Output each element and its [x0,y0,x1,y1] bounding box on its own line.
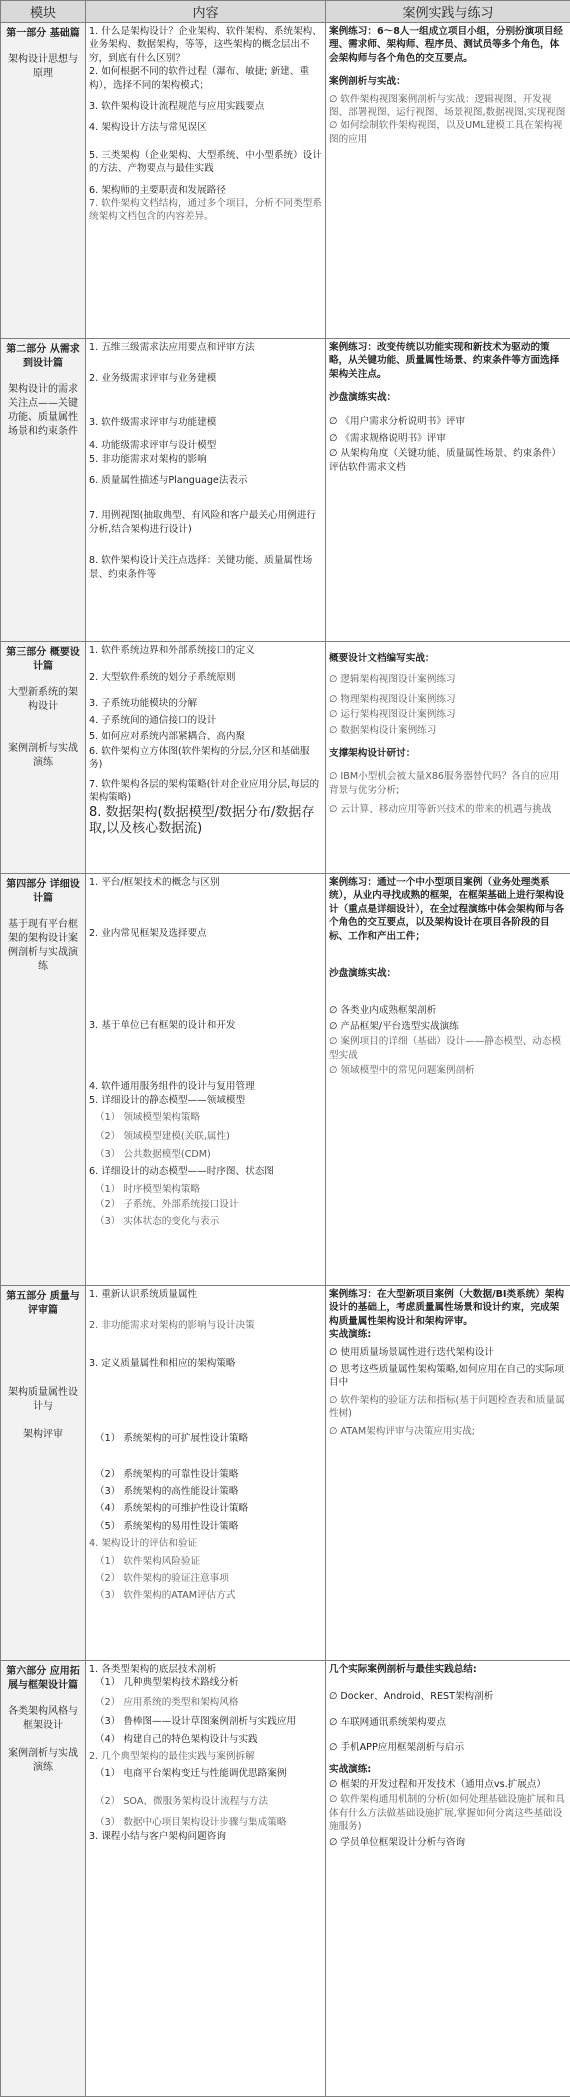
content-line: 6. 详细设计的动态模型——时序图、状态图 [89,1166,274,1178]
table-row [1,874,570,1286]
content-line: 4. 架构设计的评估和验证 [89,1538,198,1550]
content-line: （1） 时序模型架构策略 [95,1183,201,1195]
practice-line: ∅ 《需求规格说明书》评审 [329,433,446,445]
content-line: （2） 子系统、外部系统接口设计 [95,1199,239,1211]
content-line: （5） 系统架构的易用性设计策略 [95,1520,239,1532]
content-line: 5. 三类架构（企业架构、大型系统、中小型系统）设计的方法、产物要点与最佳实践 [89,149,322,175]
content-line: 2. 大型软件系统的划分子系统原则 [89,672,236,684]
content-line: （3） 软件架构的ATAM评估方式 [95,1590,236,1602]
practice-line: ∅ 软件架构的验证方法和指标(基于问题检查表和质量属性树) [329,1394,565,1420]
practice-line: 沙盘演练实战： [329,392,397,404]
module-title: 第五部分 质量与评审篇 [6,1291,80,1316]
content-line: （2） SOA、微服务架构设计流程与方法 [95,1795,269,1807]
practice-line: ∅ ATAM架构评审与决策应用实战; [329,1425,475,1437]
content-line: （1） 电商平台架构变迁与性能调优思路案例 [95,1768,287,1780]
content-line: 2. 如何根据不同的软件过程（瀑布、敏捷; 新建、重构），选择不同的架构模式； [89,66,309,91]
content-cell [86,339,326,642]
practice-line: 几个实际案例剖析与最佳实践总结: [329,1664,477,1675]
content-line: 6. 软件架构立方体图(软件架构的分层,分区和基础服务) [89,746,310,771]
practice-cell [326,339,570,642]
practice-line: 案例练习：改变传统以功能实现和新技术为驱动的策略，从关键功能、质量属性场景、约束条件等方面选择架构关注点。 [329,342,560,380]
practice-cell [326,1286,570,1661]
practice-line: 案例练习：通过一个中小型项目案例（业务处理类系统），从业内寻找成熟的框架，在框架基础上进行架构设计（重点是详细设计），在全过程演练中体会架构师与各个角色的交互要点，以及架构设计在项目各阶段的目标、工作和产出工件； [329,877,565,942]
module-cell [1,874,86,1286]
module-desc: 架构质量属性设计与 架构评审 [8,1387,78,1440]
content-line: 8. 数据架构(数据模型/数据分布/数据存取,以及核心数据流) [89,804,315,836]
practice-line: ∅ 如何绘制软件架构视图，以及UML建模工具在架构视图的应用 [329,120,563,145]
practice-line: 概要设计文档编写实战： [329,653,435,664]
content-line: 5. 详细设计的静态模型——领域模型 [89,1094,246,1106]
content-line: 3. 课程小结与客户架构问题咨询 [89,1830,226,1842]
practice-line: ∅ 软件架构视图案例剖析与实战：逻辑视图、开发视图、部署视图、运行视图、场景视图,数据视图,实现视图 [329,93,566,119]
module-desc: 基于现有平台框架的架构设计案例剖析与实战演练 [8,919,78,972]
practice-line: 案例练习：6～8人一组成立项目小组，分别扮演项目经理、需求师、架构师、程序员、测试员等多个角色，体会架构师与各个角色的交互要点。 [329,26,564,64]
content-line: （3） 系统架构的高性能设计策略 [95,1486,239,1498]
module-cell [1,1286,86,1661]
practice-line: 案例剖析与实战： [329,76,406,88]
practice-line: ∅ 逻辑架构视图设计案例练习 [329,674,456,686]
content-line: 1. 平台/框架技术的概念与区别 [89,877,220,888]
content-line: 3. 定义质量属性和相应的架构策略 [89,1357,236,1369]
content-line: 6. 质量属性描述与Planguage法表示 [89,475,248,487]
content-line: 2. 业务级需求评审与业务建模 [89,373,217,385]
content-line: 7. 软件架构文档结构，通过多个项目，分析不同类型系统架构文档包含的内容差异。 [89,198,322,223]
content-line: 4. 架构设计方法与常见误区 [89,122,207,134]
practice-line: ∅ 车联网通讯系统架构要点 [329,1716,446,1728]
content-line: 1. 什么是架构设计？企业架构、软件架构、系统架构、业务架构、数据架构，等等，这些架构的概念层出不穷，到底有什么区别？ [89,26,322,64]
content-cell [86,642,326,874]
practice-line: ∅ 产品框架/平台选型实战演练 [329,1020,459,1032]
practice-line: ∅ 物理架构视图设计案例练习 [329,693,456,705]
practice-line: ∅ 软件架构通用机制的分析(如何处理基础设施扩展和具体有什么方法做基础设施扩展,掌握如何分离这些基础设施服务) [329,1794,565,1833]
content-line: 2. 业内常见框架及选择要点 [89,928,207,940]
header-module: 模块 [1,1,86,23]
content-cell [86,874,326,1286]
content-line: 1. 重新认识系统质量属性 [89,1289,198,1300]
content-line: （2） 应用系统的类型和架构风格 [95,1696,239,1708]
practice-line: ∅ 学员单位框架设计分析与咨询 [329,1836,466,1848]
module-title: 第三部分 概要设计篇 [6,647,80,672]
practice-line: ∅ 从架构角度（关键功能、质量属性场景、约束条件）评估软件需求文档 [329,448,562,473]
module-cell [1,642,86,874]
practice-line: ∅ Docker、Android、REST架构剖析 [329,1691,494,1703]
content-line: 3. 子系统功能模块的分解 [89,697,198,709]
module-cell [1,339,86,642]
content-line: 3. 软件级需求评审与功能建模 [89,416,217,428]
table-row [1,1661,570,2097]
practice-line: ∅ 思考这些质量属性架构策略,如何应用在自己的实际项目中 [329,1364,565,1389]
practice-cell [326,23,570,339]
content-cell [86,23,326,339]
content-line: （4） 系统架构的可维护性设计策略 [95,1503,249,1515]
content-line: 4. 子系统间的通信接口的设计 [89,715,217,727]
module-title: 第四部分 详细设计篇 [6,879,80,904]
practice-cell [326,1661,570,2097]
content-line: （4） 构建自己的特色架构设计与实践 [95,1733,258,1745]
table-row [1,1286,570,1661]
practice-line: ∅ 数据架构设计案例练习 [329,724,437,736]
module-title: 第二部分 从需求到设计篇 [6,344,80,369]
practice-line: ∅ 案例项目的详细（基础）设计——静态模型、动态模型实战 [329,1036,562,1061]
content-line: （1） 软件架构风险验证 [95,1555,201,1567]
content-line: 1. 五维三级需求法应用要点和评审方法 [89,342,255,353]
practice-line: 案例练习：在大型新项目案例（大数据/BI类系统）架构设计的基础上，考虑质量属性场景和设计约束，完成架构质量属性架构设计和架构评审。 [329,1289,565,1327]
content-line: 7. 软件架构各层的架构策略(针对企业应用分层,每层的架构策略) [89,778,320,804]
module-cell [1,23,86,339]
header-content: 内容 [86,1,326,23]
table-row [1,23,570,339]
header-practice: 案例实践与练习 [326,1,570,23]
content-line: （1） 系统架构的可扩展性设计策略 [95,1433,249,1445]
content-line: （1） 领域模型架构策略 [95,1112,201,1124]
table-row [1,339,570,642]
content-line: （3） 公共数据模型(CDM) [95,1148,211,1160]
table-row [1,642,570,874]
content-line: 8. 软件架构设计关注点选择：关键功能、质量属性场景、约束条件等 [89,555,313,580]
practice-line: ∅ 云计算、移动应用等新兴技术的带来的机遇与挑战 [329,804,552,816]
content-line: 3. 软件架构设计流程规范与应用实践要点 [89,101,265,113]
content-line: 5. 如何应对系统内部紧耦合、高内聚 [89,730,246,742]
module-cell [1,1661,86,2097]
practice-line: ∅ 《用户需求分析说明书》评审 [329,415,466,427]
content-line: 3. 基于单位已有框架的设计和开发 [89,1019,236,1031]
module-title: 第六部分 应用拓展与框架设计篇 [6,1666,80,1691]
content-line: 4. 软件通用服务组件的设计与复用管理 [89,1081,255,1093]
content-line: 4. 功能级需求评审与设计模型 [89,440,217,452]
module-desc: 架构设计的需求关注点——关键功能、质量属性场景和约束条件 [8,384,78,437]
content-line: 1. 软件系统边界和外部系统接口的定义 [89,645,255,656]
practice-line: ∅ 领域模型中的常见问题案例剖析 [329,1065,475,1077]
content-line: （3） 实体状态的变化与表示 [95,1216,220,1228]
content-line: （2） 软件架构的验证注意事项 [95,1573,229,1585]
content-line: （2） 系统架构的可靠性设计策略 [95,1468,239,1480]
practice-line: 沙盘演练实战： [329,968,397,980]
practice-line: ∅ 框架的开发过程和开发技术（通用点vs.扩展点） [329,1779,547,1791]
module-desc: 大型新系统的架构设计 案例剖析与实战演练 [8,687,78,768]
content-line: （3） 数据中心项目架构设计步骤与集成策略 [95,1817,287,1829]
practice-line: 实战演练: [329,1763,372,1775]
content-line: 6. 架构师的主要职责和发展路径 [89,184,226,196]
practice-cell [326,874,570,1286]
practice-line: ∅ IBM小型机会被大量X86服务器替代吗？各自的应用背景与优劣分析; [329,771,560,796]
module-desc: 架构设计思想与原理 [8,54,78,79]
content-line: （1） 几种典型架构技术路线分析 [95,1677,239,1689]
practice-line: 实战演练: [329,1329,372,1341]
content-line: 2. 非功能需求对架构的影响与设计决策 [89,1320,255,1332]
module-title: 第一部分 基础篇 [6,28,80,39]
content-line: （3） 鲁棒图——设计草图案例剖析与实践应用 [95,1716,297,1728]
table-header-row [1,1,570,23]
practice-line: ∅ 手机APP应用框架剖析与启示 [329,1742,465,1754]
content-line: 7. 用例视图(抽取典型、有风险和客户最关心用例进行分析,结合架构进行设计) [89,510,317,535]
content-line: 2. 几个典型架构的最佳实践与案例拆解 [89,1751,255,1763]
content-line: 5. 非功能需求对架构的影响 [89,453,207,465]
practice-cell [326,642,570,874]
practice-line: 支撑架构设计研讨： [329,748,416,760]
practice-line: ∅ 各类业内成熟框架剖析 [329,1005,437,1017]
module-desc: 各类架构风格与框架设计 案例剖析与实战演练 [8,1706,78,1773]
content-line: 1. 各类型架构的底层技术剖析 [89,1664,217,1675]
content-cell [86,1286,326,1661]
practice-line: ∅ 使用质量场景属性进行迭代架构设计 [329,1346,494,1358]
practice-line: ∅ 运行架构视图设计案例练习 [329,709,456,721]
content-line: （2） 领域模型建模(关联,属性) [95,1131,230,1143]
content-cell [86,1661,326,2097]
